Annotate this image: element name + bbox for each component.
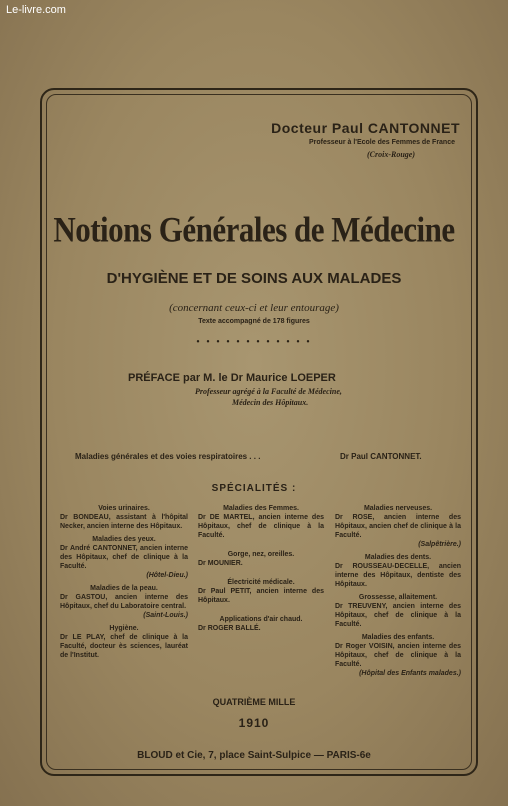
publication-year: 1910: [238, 716, 270, 730]
specialty-heading: Voies urinaires.: [98, 505, 150, 512]
specialty-text: Dr TREUVENY, ancien interne des Hôpitaux, chef de clinique à la Faculté.: [335, 603, 461, 628]
author-name: Docteur Paul CANTONNET: [271, 120, 460, 136]
specialty-text: Dr Paul PETIT, ancien interne des Hôpitaux.: [198, 588, 324, 604]
specialty-heading: Maladies des yeux.: [92, 536, 156, 543]
specialty-heading: Gorge, nez, oreilles.: [227, 551, 295, 558]
specialty-place: (Hôtel-Dieu.): [146, 572, 188, 579]
book-title: Notions Générales de Médecine: [53, 209, 455, 250]
specialty-heading: Maladies des Femmes.: [223, 505, 299, 512]
figures-note: Texte accompagné de 178 figures: [198, 318, 310, 325]
maladies-author: Dr Paul CANTONNET.: [340, 452, 422, 461]
preface-title-1: Professeur agrégé à la Faculté de Médecine,: [195, 387, 342, 396]
watermark: Le-livre.com: [6, 4, 66, 16]
specialty-text: Dr ROSE, ancien interne des Hôpitaux, ancien chef de clinique à la Faculté.: [335, 514, 461, 539]
specialty-heading: Maladies nerveuses.: [363, 505, 433, 512]
specialty-text: Dr MOUNIER.: [198, 560, 243, 567]
specialty-text: Dr ROGER BALLÉ.: [198, 625, 261, 632]
specialty-heading: Hygiène.: [109, 625, 139, 632]
edition-label: QUATRIÈME MILLE: [212, 697, 296, 707]
specialites-column-3: [335, 500, 461, 678]
specialty-heading: Grossesse, allaitement.: [358, 594, 438, 601]
specialty-place: (Hôpital des Enfants malades.): [359, 670, 461, 677]
specialty-text: Dr GASTOU, ancien interne des Hôpitaux, chef du Laboratoire central.: [60, 594, 188, 610]
specialty-heading: Maladies des enfants.: [361, 634, 435, 641]
author-title: Professeur à l'Ecole des Femmes de France: [308, 139, 455, 146]
specialty-text: Dr André CANTONNET, ancien interne des Hôpitaux, chef de clinique à la Faculté.: [60, 545, 188, 570]
specialites-column-1: [60, 500, 188, 660]
specialty-text: Dr LE PLAY, chef de clinique à la Faculté, docteur ès sciences, lauréat de l'Institut.: [60, 634, 188, 659]
maladies-label: Maladies générales et des voies respiratoires . . .: [75, 452, 261, 461]
specialty-place: (Salpêtrière.): [418, 541, 461, 548]
specialty-place: (Saint-Louis.): [143, 612, 188, 619]
preface-line: PRÉFACE par M. le Dr Maurice LOEPER: [128, 372, 336, 384]
book-subtitle: D'HYGIÈNE ET DE SOINS AUX MALADES: [106, 270, 402, 287]
specialty-text: Dr DE MARTEL, ancien interne des Hôpitaux, chef de clinique à la Faculté.: [198, 514, 324, 539]
specialty-heading: Maladies des dents.: [364, 554, 432, 561]
specialty-text: Dr BONDEAU, assistant à l'hôpital Necker, ancien interne des Hôpitaux.: [60, 514, 188, 530]
specialites-column-2: [198, 500, 324, 633]
author-affiliation: (Croix-Rouge): [367, 150, 415, 159]
publisher-line: BLOUD et Cie, 7, place Saint-Sulpice — PARIS-6e: [137, 750, 371, 761]
preface-title-2: Médecin des Hôpitaux.: [232, 398, 309, 407]
specialty-heading: Applications d'air chaud.: [219, 616, 303, 623]
specialty-heading: Électricité médicale.: [227, 579, 295, 586]
specialites-heading: SPÉCIALITÉS :: [211, 483, 297, 494]
subtitle-note: (concernant ceux-ci et leur entourage): [169, 302, 339, 314]
specialty-text: Dr ROUSSEAU-DECELLE, ancien interne des Hôpitaux, dentiste des Hôpitaux.: [335, 563, 461, 588]
specialty-heading: Maladies de la peau.: [90, 585, 158, 592]
specialty-text: Dr Roger VOISIN, ancien interne des Hôpitaux, chef de clinique à la Faculté.: [335, 643, 461, 668]
dotted-divider: • • • • • • • • • • • •: [196, 337, 312, 348]
